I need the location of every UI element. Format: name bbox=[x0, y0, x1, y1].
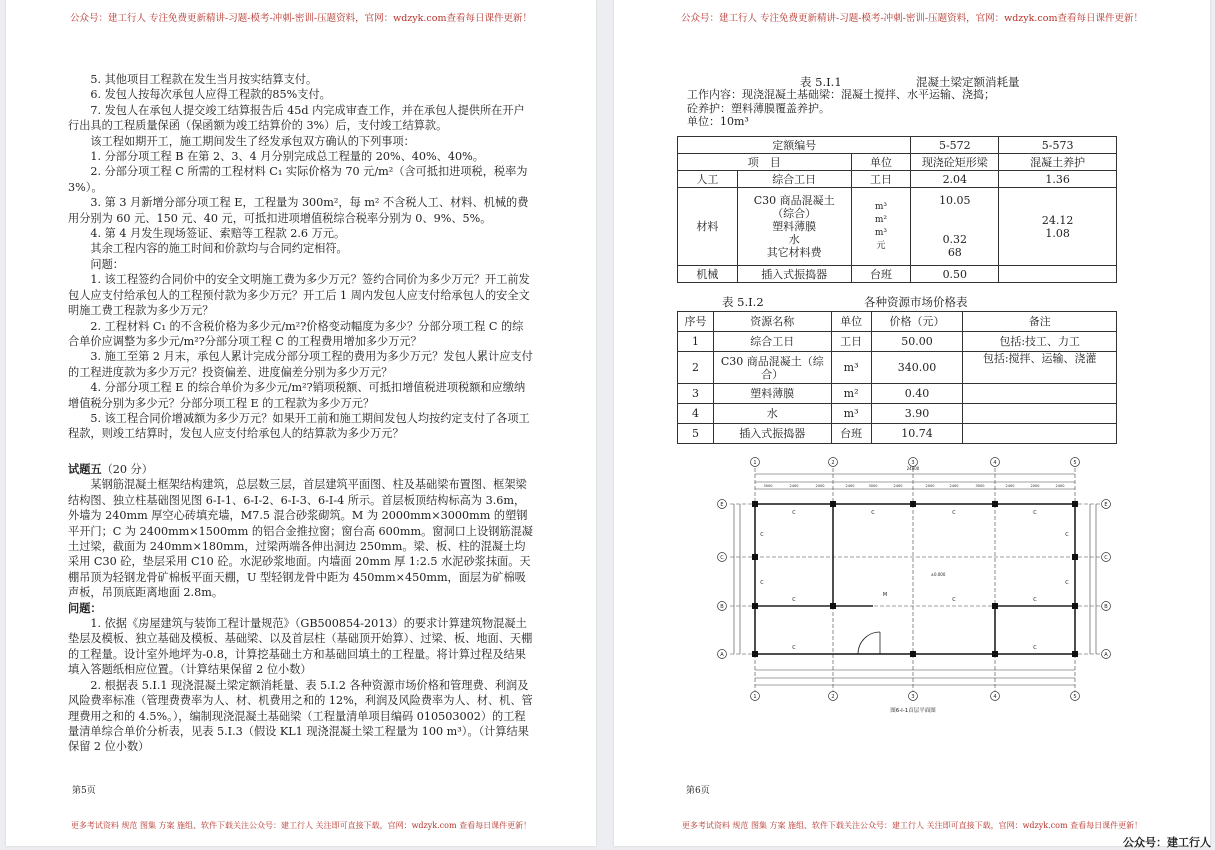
axis-label: 5 bbox=[1073, 694, 1077, 700]
table-row bbox=[678, 352, 1117, 384]
table-row bbox=[678, 332, 1117, 352]
cell: 2 bbox=[678, 352, 714, 384]
dimension: 2400 bbox=[1055, 484, 1065, 488]
para: 1. 分部分项工程 B 在第 2、3、4 月分别完成总工程量的 20%、40%、40%。 bbox=[90, 150, 484, 164]
cell: 0.40 bbox=[871, 384, 963, 404]
cell bbox=[963, 424, 1117, 444]
cell: 包括:搅拌、运输、浇灌 bbox=[963, 352, 1117, 384]
para: 该工程如期开工，施工期间发生了经发承包双方确认的下列事项： bbox=[90, 134, 415, 148]
table-row bbox=[678, 424, 1117, 444]
cell: 综合工日 bbox=[737, 171, 851, 188]
page-number: 第6页 bbox=[686, 786, 710, 796]
dimension: 2000 bbox=[815, 484, 825, 488]
table-2-number: 表 5.Ⅰ.2 bbox=[722, 295, 764, 309]
dimension: 3000 bbox=[868, 484, 878, 488]
cell: m³ bbox=[831, 352, 871, 384]
cell: 定额编号 bbox=[678, 137, 911, 154]
para: 3. 第 3 月新增分部分项工程 E，工程量为 300m²，每 m² 不含税人工、材料、机械的费用分别为 60 元、150 元、40 元，可抵扣进项增值税综合税率分别为 0、9%、5%。 bbox=[68, 196, 529, 225]
floor-plan-drawing bbox=[710, 456, 1114, 720]
cell: 工日 bbox=[831, 332, 871, 352]
dimension: 2400 bbox=[789, 484, 799, 488]
cell: 机械 bbox=[678, 266, 738, 283]
dimension: 2400 bbox=[1005, 484, 1015, 488]
para: 2. 分部分项工程 C 所需的工程材料 C₁ 实际价格为 70 元/m²（含可抵扣进项税，税率为 3%）。 bbox=[68, 165, 528, 194]
cell: 材料 bbox=[678, 188, 738, 266]
axis-label: A bbox=[720, 652, 724, 658]
dimension: 2000 bbox=[1030, 484, 1040, 488]
window-label: C bbox=[792, 510, 796, 516]
axis-label: 1 bbox=[753, 460, 757, 466]
question: 2. 根据表 5.Ⅰ.1 现浇混凝土梁定额消耗量、表 5.Ⅰ.2 各种资源市场价格和管理费、利润及风险费率标准（管理费费率为人、材、机费用之和的 12%，利润及风险费率为人、材、机、管理费用之和的 4.5%。），编制现浇混凝土基础梁（工程量清单项目编码 010503002）的工程量清单综合单价分析表，见表 5.Ⅰ.3（假设 KL1 现浇混凝土梁工程量为 100 m³）。（计算结果保留 2 位小数） bbox=[68, 678, 533, 754]
window-label: C bbox=[760, 580, 764, 586]
question: 2. 工程材料 C₁ 的不含税价格为多少元/m²?价格变动幅度为多少？分部分项工程 C 的综合单价应调整为多少元/m²?分部分项工程 C 的工程费用增加多少万元？ bbox=[68, 319, 524, 348]
axis-label: 2 bbox=[831, 460, 835, 466]
question: 4. 分部分项工程 E 的综合单价为多少元/m²?销项税额、可抵扣增值税进项税额和应缴纳增值税分别为多少元？分部分项工程 E 的工程款为多少万元？ bbox=[68, 381, 526, 410]
question: 3. 施工至第 2 月末，承包人累计完成分部分项工程的费用为多少万元？发包人累计应支付的工程进度款为多少万元？投资偏差、进度偏差分别为多少万元？ bbox=[68, 350, 533, 379]
table-1-number: 表 5.Ⅰ.1 bbox=[800, 75, 842, 89]
cell: 台班 bbox=[851, 266, 911, 283]
axis-label: 4 bbox=[993, 694, 997, 700]
cell: 插入式振捣器 bbox=[737, 266, 851, 283]
window-label: C bbox=[1065, 532, 1069, 538]
cell bbox=[963, 404, 1117, 424]
cell: 4 bbox=[678, 404, 714, 424]
para: 5. 其他项目工程款在发生当月按实结算支付。 bbox=[90, 73, 318, 86]
column-header: 资源名称 bbox=[713, 312, 831, 332]
axis-label: 2 bbox=[831, 694, 835, 700]
window-label: C bbox=[792, 597, 796, 603]
cell: 1 bbox=[678, 332, 714, 352]
cell: 包括:技工、力工 bbox=[963, 332, 1117, 352]
question: 1. 依据《房屋建筑与装饰工程计量规范》（GB500854-2013）的要求计算建筑物混凝土垫层及模板、独立基础及模板、基础梁、以及首层柱（基础顶开始算）、过梁、板、地面、天棚的工程量。设计室外地坪为-0.8，计算挖基础土方和基础回填土的工程量。将计算过程及结果填入答题纸相应位置。（计算结果保留 2 位小数） bbox=[68, 617, 533, 677]
page-5 bbox=[6, 0, 596, 846]
window-label: C bbox=[1033, 510, 1037, 516]
cell: 3 bbox=[678, 384, 714, 404]
dimension: 2400 bbox=[845, 484, 855, 488]
column-header: 备注 bbox=[963, 312, 1117, 332]
dimension: 3000 bbox=[975, 484, 985, 488]
axis-label: 4 bbox=[993, 460, 997, 466]
cell: 5-572 bbox=[911, 137, 999, 154]
para: 其余工程内容的施工时间和价款均与合同约定相符。 bbox=[90, 242, 348, 256]
dimension: 2000 bbox=[925, 484, 935, 488]
table-2 bbox=[677, 311, 1117, 444]
window-label: C bbox=[952, 510, 956, 516]
axis-label: 3 bbox=[911, 460, 915, 466]
question: 5. 该工程合同价增减额为多少万元？如果开工前和施工期间发包人均按约定支付了各项工程款，则竣工结算时，发包人应支付给承包人的结算款为多少万元？ bbox=[68, 411, 530, 441]
cell: 5 bbox=[678, 424, 714, 444]
page-footer: 更多考试资料 规范 图集 方案 施组、软件下载关注公众号：建工行人 关注即可直接下载，官网：wdzyk.com 查看每日课件更新！ bbox=[681, 821, 1143, 830]
dimension: 2400 bbox=[949, 484, 959, 488]
page-6 bbox=[614, 0, 1210, 846]
table-1 bbox=[677, 136, 1117, 283]
table-2-title: 各种资源市场价格表 bbox=[864, 295, 968, 309]
table-1-title: 混凝土梁定额消耗量 bbox=[916, 75, 1020, 89]
window-label: C bbox=[1033, 597, 1037, 603]
question: 1. 该工程签约合同价中的安全文明施工费为多少万元？签约合同价为多少万元？开工前发包人应支付给承包人的工程预付款为多少万元？开工后 1 周内发包人应支付给承包人的安全文明施工费工程款为多少万元？ bbox=[68, 273, 530, 318]
cell: C30 商品混凝土 （综合） 塑料薄膜 水 其它材料费 bbox=[737, 188, 851, 266]
cell: 3.90 bbox=[871, 404, 963, 424]
body-text-upper bbox=[68, 72, 534, 442]
corner-watermark: 公众号：建工行人 bbox=[1123, 836, 1211, 849]
axis-label: C bbox=[720, 555, 724, 561]
section-score: （20 分） bbox=[101, 463, 153, 476]
section-title: 试题五 bbox=[68, 462, 102, 476]
dimension: 2400 bbox=[893, 484, 903, 488]
cell: C30 商品混凝土（综合） bbox=[713, 352, 831, 384]
cell bbox=[963, 384, 1117, 404]
column-header: 单位 bbox=[831, 312, 871, 332]
window-label: C bbox=[760, 532, 764, 538]
table-1-intro: 工作内容：现浇混凝土基础梁：混凝土搅拌、水平运输、浇捣； 砼养护：塑料薄膜覆盖养护。 单位：10m³ bbox=[687, 88, 995, 128]
window-label: C bbox=[1033, 645, 1037, 651]
cell: 50.00 bbox=[871, 332, 963, 352]
axis-label: A bbox=[1104, 652, 1108, 658]
cell: 2.04 bbox=[911, 171, 999, 188]
axis-label: B bbox=[720, 604, 724, 610]
cell: 340.00 bbox=[871, 352, 963, 384]
cell: 5-573 bbox=[999, 137, 1117, 154]
window-label: C bbox=[1065, 580, 1069, 586]
cell: 台班 bbox=[831, 424, 871, 444]
plan-caption: 图6-Ⅰ-1首层平面图 bbox=[890, 708, 936, 714]
cell: 10.74 bbox=[871, 424, 963, 444]
door-label: M bbox=[882, 592, 888, 598]
table-row bbox=[678, 384, 1117, 404]
axis-label: 3 bbox=[911, 694, 915, 700]
cell: 1.36 bbox=[999, 171, 1117, 188]
page-header: 公众号：建工行人 专注免费更新精讲-习题-模考-冲刺-密训-压题资料，官网：wdzyk.com查看每日课件更新！ bbox=[70, 13, 532, 24]
column-header: 价格（元） bbox=[871, 312, 963, 332]
cell: 单位 bbox=[851, 154, 911, 171]
column-header: 序号 bbox=[678, 312, 714, 332]
axis-label: C bbox=[1104, 555, 1108, 561]
cell: 0.50 bbox=[911, 266, 999, 283]
page-footer: 更多考试资料 规范 图集 方案 施组、软件下载关注公众号：建工行人 关注即可直接下载，官网：wdzyk.com 查看每日课件更新！ bbox=[70, 821, 532, 830]
cell: 24.12 1.08 bbox=[999, 188, 1117, 266]
window-label: C bbox=[792, 645, 796, 651]
axis-label: E bbox=[720, 502, 724, 508]
cell: 项 目 bbox=[678, 154, 852, 171]
cell: m³ bbox=[831, 404, 871, 424]
cell: m³ m² m³ 元 bbox=[851, 188, 911, 266]
cell: 工日 bbox=[851, 171, 911, 188]
dimension: 3000 bbox=[763, 484, 773, 488]
section-heading bbox=[68, 462, 534, 477]
cell: 水 bbox=[713, 404, 831, 424]
window-label: C bbox=[871, 510, 875, 516]
window-label: C bbox=[952, 597, 956, 603]
axis-label: E bbox=[1104, 502, 1108, 508]
cell: 人工 bbox=[678, 171, 738, 188]
cell: m² bbox=[831, 384, 871, 404]
para: 7. 发包人在承包人提交竣工结算报告后 45d 内完成审查工作，并在承包人提供所在开户行出具的工程质量保函（保函额为竣工结算价的 3%）后，支付竣工结算款。 bbox=[68, 103, 525, 133]
axis-label: B bbox=[1104, 604, 1108, 610]
body-text-q5 bbox=[68, 462, 534, 755]
axis-label: 1 bbox=[753, 694, 757, 700]
cell: 插入式振捣器 bbox=[713, 424, 831, 444]
elevation-mark: ±0.000 bbox=[930, 572, 946, 577]
question-heading: 问题： bbox=[90, 257, 124, 271]
cell: 现浇砼矩形梁 bbox=[911, 154, 999, 171]
cell: 综合工日 bbox=[713, 332, 831, 352]
dimension-total: 24000 bbox=[906, 466, 920, 471]
cell: 塑料薄膜 bbox=[713, 384, 831, 404]
para: 6. 发包人按每次承包人应得工程款的85%支付。 bbox=[90, 88, 331, 102]
cell: 混凝土养护 bbox=[999, 154, 1117, 171]
para: 4. 第 4 月发生现场签证、索赔等工程款 2.6 万元。 bbox=[90, 227, 346, 241]
question-heading: 问题： bbox=[68, 600, 102, 615]
cell bbox=[999, 266, 1117, 283]
table-row bbox=[678, 404, 1117, 424]
cell: 10.05 0.32 68 bbox=[911, 188, 999, 266]
para: 某钢筋混凝土框架结构建筑，总层数三层，首层建筑平面图、柱及基础梁布置图、框架梁结构图、独立柱基础图见图 6-Ⅰ-1、6-Ⅰ-2、6-Ⅰ-3、6-Ⅰ-4 所示。首层板顶结构标高为 3.6m，外墙为 240mm 厚空心砖填充墙，M7.5 混合砂浆砌筑。M 为 2000mm×3000mm 的塑钢平开门；C 为 2400mm×1500mm 的铝合金推拉窗；窗台高 600mm。窗洞口上设钢筋混凝土过梁，截面为 240mm×180mm，过梁两端各伸出洞边 250mm。梁、板、柱的混凝土均采用 C30 砼，垫层采用 C10 砼。水泥砂浆地面。内墙面 20mm 厚 1:2.5 水泥砂浆抹面。天棚吊顶为轻钢龙骨矿棉板平面天棚，U 型轻钢龙骨中距为 450mm×450mm，面层为矿棉吸声板，吊顶底距离地面 2.8m。 bbox=[68, 478, 533, 600]
page-number: 第5页 bbox=[72, 786, 96, 796]
page-header: 公众号：建工行人 专注免费更新精讲-习题-模考-冲刺-密训-压题资料，官网：wdzyk.com查看每日课件更新！ bbox=[681, 13, 1143, 24]
axis-label: 5 bbox=[1073, 460, 1077, 466]
